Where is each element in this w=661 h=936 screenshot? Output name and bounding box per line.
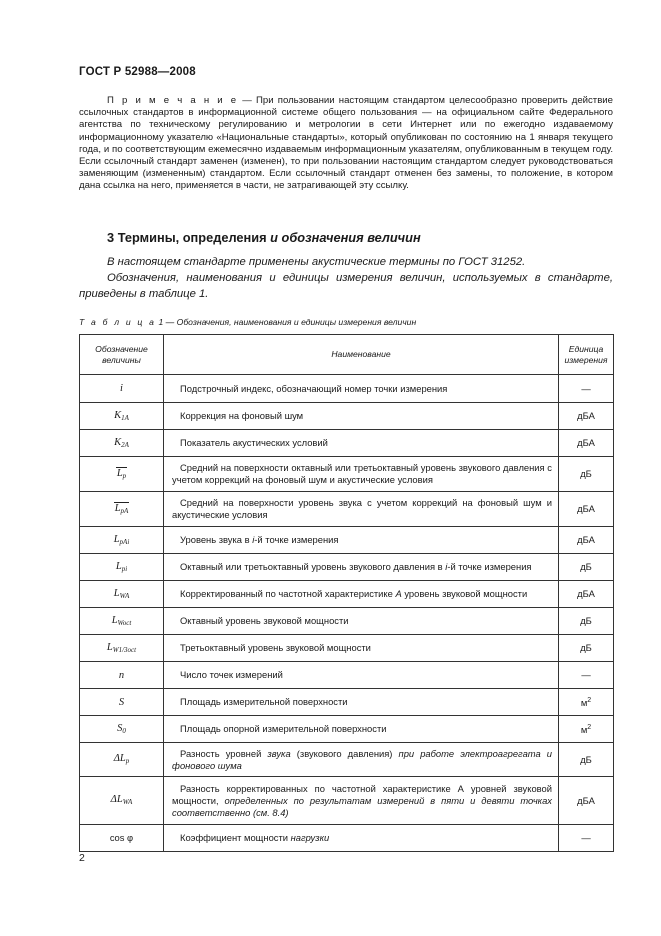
description-italic: A: [395, 588, 402, 599]
table-caption: [79, 317, 416, 327]
symbol-cell: [80, 662, 164, 689]
unit-cell: [559, 554, 614, 581]
unit-cell: [559, 777, 614, 825]
symbol-main: L: [111, 614, 118, 626]
symbol-main: S: [118, 696, 125, 708]
unit-exponent: 2: [587, 697, 592, 704]
symbol-main: L: [113, 587, 120, 599]
note-text: — При пользовании настоящим стандартом целесообразно проверить действие ссылочных стандартов в информационной системе общего пользования — на официальном сайте Федерального агентства по техническому регулированию и метрологии в сети Интернет или по ежегодно издаваемому информационному указателю «Национальные стандарты», который опубликован по состоянию на 1 января текущего года, и по соответствующим ежемесячно издаваемым информационным указателям, опубликованным в текущем году. Если ссылочный стандарт заменен (изменен), то при пользовании настоящим стандартом следует руководствоваться заменяющим (измененным) стандартом. Если ссылочный стандарт отменен без замены, то положение, в котором дана ссылка на него, применяется в части, не затрагивающей эту ссылку.: [79, 95, 613, 192]
unit: дБА: [577, 503, 595, 514]
description-text: Третьоктавный уровень звуковой мощности: [180, 642, 371, 653]
symbol: [114, 753, 130, 764]
symbol: [116, 561, 127, 572]
table-row: [80, 689, 614, 716]
symbol-main: L: [113, 533, 120, 545]
symbol-cell: [80, 743, 164, 777]
unit: дБА: [577, 794, 595, 806]
symbol-main: ΔL: [113, 753, 126, 764]
symbol-main: n: [118, 669, 125, 681]
symbol-cell: [80, 825, 164, 852]
symbol: [111, 794, 133, 805]
description-text: Корректированный по частотной характеристике: [180, 588, 393, 599]
table-row: [80, 743, 614, 777]
symbol-subscript: p: [125, 757, 130, 765]
unit-cell: [559, 689, 614, 716]
symbol-cell: [80, 375, 164, 403]
table-row: [80, 608, 614, 635]
paragraph-table-ref: Обозначения, наименования и единицы измерения величин, используемых в стандарте, приведены в таблице 1.: [79, 272, 613, 300]
section-title-italic: и обозначения величин: [270, 230, 421, 245]
description-cell: [164, 608, 559, 635]
description-cell: [164, 825, 559, 852]
unit-cell: [559, 492, 614, 527]
unit: —: [581, 382, 591, 394]
description-text: уровень звуковой мощности: [404, 588, 528, 599]
symbol: [114, 410, 129, 421]
symbol: [114, 502, 130, 517]
symbol-main: K: [114, 409, 122, 421]
description-cell: [164, 430, 559, 457]
unit: —: [581, 669, 591, 680]
description-cell: [164, 689, 559, 716]
table-row: [80, 554, 614, 581]
symbol: [114, 534, 130, 545]
unit-base: м: [580, 724, 588, 735]
reference-note: [79, 95, 613, 193]
table-row: [80, 430, 614, 457]
header-unit: Единица измерения: [559, 335, 614, 375]
description-text: Подстрочный индекс, обозначающий номер точки измерения: [180, 382, 448, 394]
description-cell: [164, 554, 559, 581]
unit-exponent: 2: [587, 724, 592, 731]
description-text: Средний на поверхности уровень звука с учетом коррекций на фоновый шум и акустические условия: [172, 497, 552, 520]
description-cell: [164, 662, 559, 689]
unit-cell: [559, 430, 614, 457]
section-number: 3: [107, 230, 115, 245]
paragraph-terms: В настоящем стандарте применены акустические термины по ГОСТ 31252.: [107, 256, 526, 268]
description-text: -й точке измерения: [447, 561, 532, 572]
description-text: Октавный уровень звуковой мощности: [180, 615, 349, 626]
table-row: [80, 403, 614, 430]
table-row: [80, 716, 614, 743]
unit: дБА: [577, 534, 595, 545]
header-name: Наименование: [164, 335, 559, 375]
description-cell: [164, 743, 559, 777]
unit-base: м: [580, 697, 588, 708]
symbol-main: ΔL: [110, 794, 123, 805]
description-italic: i: [252, 534, 255, 545]
table-caption-lead: Т а б л и ц а: [79, 317, 157, 327]
description-italic: звука: [267, 747, 291, 759]
table-row: [80, 635, 614, 662]
description-cell: [164, 375, 559, 403]
header-symbol: Обозначение величины: [80, 335, 164, 375]
description-cell: [164, 457, 559, 492]
document-header: ГОСТ Р 52988—2008: [79, 66, 196, 78]
description-cell: [164, 492, 559, 527]
description-text: Уровень звука в: [180, 534, 250, 545]
table-row: [80, 662, 614, 689]
description-text: Коэффициент мощности: [180, 832, 289, 843]
description-cell: [164, 581, 559, 608]
unit: дБ: [580, 615, 592, 626]
table-row: [80, 825, 614, 852]
symbol-subscript: W1/3oct: [112, 645, 137, 654]
symbol: [112, 615, 132, 626]
table-row: [80, 457, 614, 492]
page-number: 2: [79, 852, 85, 864]
table-row: [80, 492, 614, 527]
description-text: Показатель акустических условий: [180, 437, 328, 448]
symbol-subscript: Woct: [117, 618, 132, 627]
description-text: Разность корректированных по частотной характеристике А уровней звуковой мощности,: [172, 782, 552, 806]
description-text: Октавный или третьоктавный уровень звукового давления в: [180, 561, 443, 572]
description-text: Разность уровней: [180, 747, 262, 759]
unit: дБ: [580, 468, 592, 479]
table-row: [80, 375, 614, 403]
description-italic: при работе электроагрегата и фонового шума: [172, 747, 553, 771]
table-row: [80, 581, 614, 608]
symbol-main: i: [120, 383, 123, 394]
symbol-subscript: pAi: [119, 537, 130, 546]
symbol-cell: [80, 777, 164, 825]
symbol: [107, 642, 136, 653]
unit-cell: [559, 608, 614, 635]
symbol-cell: [80, 527, 164, 554]
section-title-plain: Термины, определения: [117, 230, 267, 245]
description-italic: нагрузки: [290, 832, 330, 843]
unit: —: [581, 832, 591, 843]
description-text: Площадь опорной измерительной поверхности: [180, 723, 387, 734]
symbol-cell: [80, 554, 164, 581]
description-text: -й точке измерения: [254, 534, 339, 545]
symbol: [114, 588, 129, 599]
description-text: Средний на поверхности октавный или третьоктавный уровень звукового давления с учетом коррекций на фоновый шум и акустические условия: [172, 462, 552, 485]
symbol-main: L: [115, 560, 122, 572]
description-cell: [164, 403, 559, 430]
symbol-subscript: WA: [122, 798, 133, 806]
symbol: [110, 833, 133, 844]
symbol-cell: [80, 430, 164, 457]
unit: дБ: [580, 642, 592, 653]
unit-cell: [559, 527, 614, 554]
symbol-main: S: [117, 722, 123, 734]
symbol-main: L: [116, 467, 123, 479]
symbol-main: L: [114, 502, 121, 514]
symbol-cell: [80, 492, 164, 527]
symbol: [114, 437, 129, 448]
unit: дБ: [580, 561, 592, 572]
unit-cell: [559, 662, 614, 689]
section-heading: [107, 230, 421, 245]
table-row: [80, 527, 614, 554]
unit-cell: [559, 743, 614, 777]
unit-cell: [559, 825, 614, 852]
table-header-row: [80, 335, 614, 375]
unit: дБА: [577, 588, 595, 599]
unit-cell: [559, 403, 614, 430]
symbol-main: cos φ: [109, 831, 134, 843]
unit: дБА: [577, 410, 595, 421]
symbol-subscript: WA: [119, 591, 130, 600]
unit-cell: [559, 375, 614, 403]
description-text: (звукового давления): [296, 747, 393, 759]
description-cell: [164, 716, 559, 743]
symbols-table: [79, 334, 614, 852]
table-caption-text: 1 — Обозначения, наименования и единицы измерения величин: [156, 317, 417, 327]
symbol-cell: [80, 716, 164, 743]
description-cell: [164, 635, 559, 662]
symbol-cell: [80, 581, 164, 608]
unit: дБА: [577, 437, 595, 448]
unit-cell: [559, 457, 614, 492]
note-lead: П р и м е ч а н и е: [107, 95, 239, 106]
symbol: [119, 697, 124, 708]
description-cell: [164, 777, 559, 825]
symbol-subscript: 2A: [121, 440, 129, 449]
symbol-cell: [80, 635, 164, 662]
description-text: Коррекция на фоновый шум: [180, 410, 304, 421]
symbol-cell: [80, 457, 164, 492]
symbol: [116, 467, 127, 482]
symbol: [117, 723, 126, 734]
symbol-main: L: [106, 641, 113, 653]
symbol-subscript: pi: [121, 564, 128, 573]
description-italic: определенных по результатам измерений в пяти и девяти точках соответственно (см. 8.4): [172, 794, 552, 818]
symbol-subscript: pA: [120, 506, 129, 515]
symbol-subscript: 0: [122, 726, 126, 735]
description-cell: [164, 527, 559, 554]
unit-cell: [559, 716, 614, 743]
unit-cell: [559, 635, 614, 662]
unit-cell: [559, 581, 614, 608]
symbol-cell: [80, 403, 164, 430]
unit: дБ: [580, 753, 592, 765]
symbol: [120, 383, 123, 394]
symbol-main: K: [114, 436, 122, 448]
symbol: [119, 670, 124, 681]
symbol-cell: [80, 689, 164, 716]
symbol-subscript: p: [122, 471, 127, 480]
symbol-cell: [80, 608, 164, 635]
description-italic: i: [445, 561, 448, 572]
table-row: [80, 777, 614, 825]
symbol-subscript: 1A: [121, 413, 129, 422]
description-text: Площадь измерительной поверхности: [180, 696, 348, 707]
description-text: Число точек измерений: [180, 669, 283, 680]
